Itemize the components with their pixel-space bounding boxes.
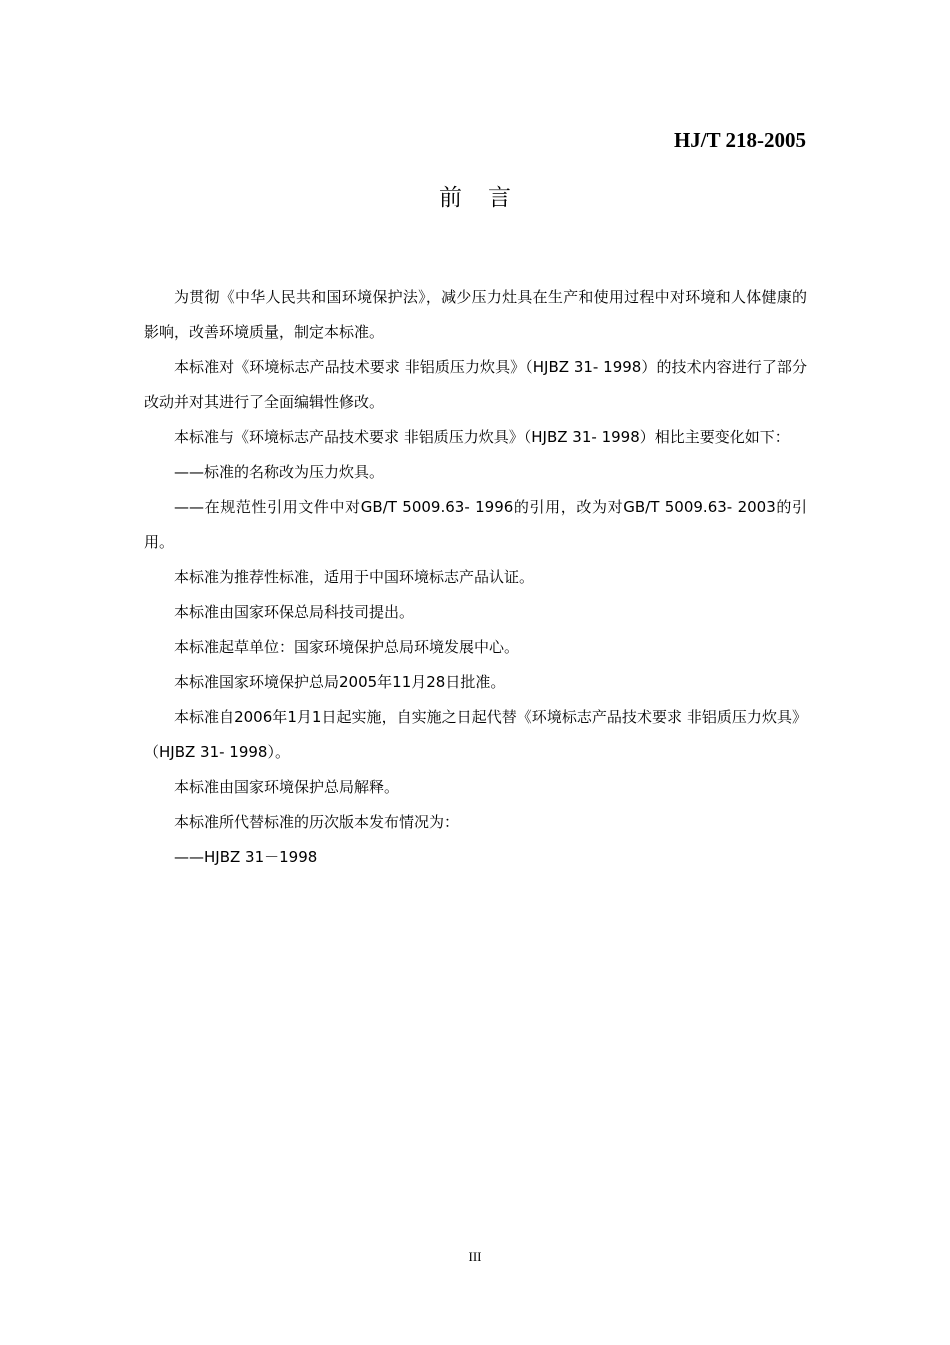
standard-code: HJ/T 218-2005 [673, 128, 806, 152]
paragraph: 本标准自2006年1月1日起实施，自实施之日起代替《环境标志产品技术要求 非铝质压力炊具》（HJBZ 31- 1998）。 [144, 708, 807, 761]
paragraph: ——HJBZ 31－1998 [174, 848, 318, 866]
paragraph: ——标准的名称改为压力炊具。 [174, 463, 385, 481]
foreword-body [144, 280, 807, 875]
paragraph: 本标准起草单位：国家环境保护总局环境发展中心。 [174, 638, 520, 656]
paragraph: 本标准与《环境标志产品技术要求 非铝质压力炊具》（HJBZ 31- 1998）相比主要变化如下： [174, 428, 790, 446]
page-title: 前言 [439, 185, 537, 211]
paragraph: 本标准为推荐性标准，适用于中国环境标志产品认证。 [174, 568, 535, 586]
paragraph: 为贯彻《中华人民共和国环境保护法》，减少压力灶具在生产和使用过程中对环境和人体健康的影响，改善环境质量，制定本标准。 [144, 288, 807, 341]
paragraph: 本标准国家环境保护总局2005年11月28日批准。 [174, 673, 506, 691]
page-number: III [468, 1249, 482, 1264]
paragraph: 本标准由国家环保总局科技司提出。 [174, 603, 415, 621]
paragraph: 本标准对《环境标志产品技术要求 非铝质压力炊具》（HJBZ 31- 1998）的技术内容进行了部分改动并对其进行了全面编辑性修改。 [144, 358, 807, 411]
paragraph: ——在规范性引用文件中对GB/T 5009.63- 1996的引用，改为对GB/T 5009.63- 2003的引用。 [144, 498, 807, 551]
paragraph: 本标准由国家环境保护总局解释。 [174, 778, 400, 796]
paragraph: 本标准所代替标准的历次版本发布情况为： [174, 813, 460, 831]
